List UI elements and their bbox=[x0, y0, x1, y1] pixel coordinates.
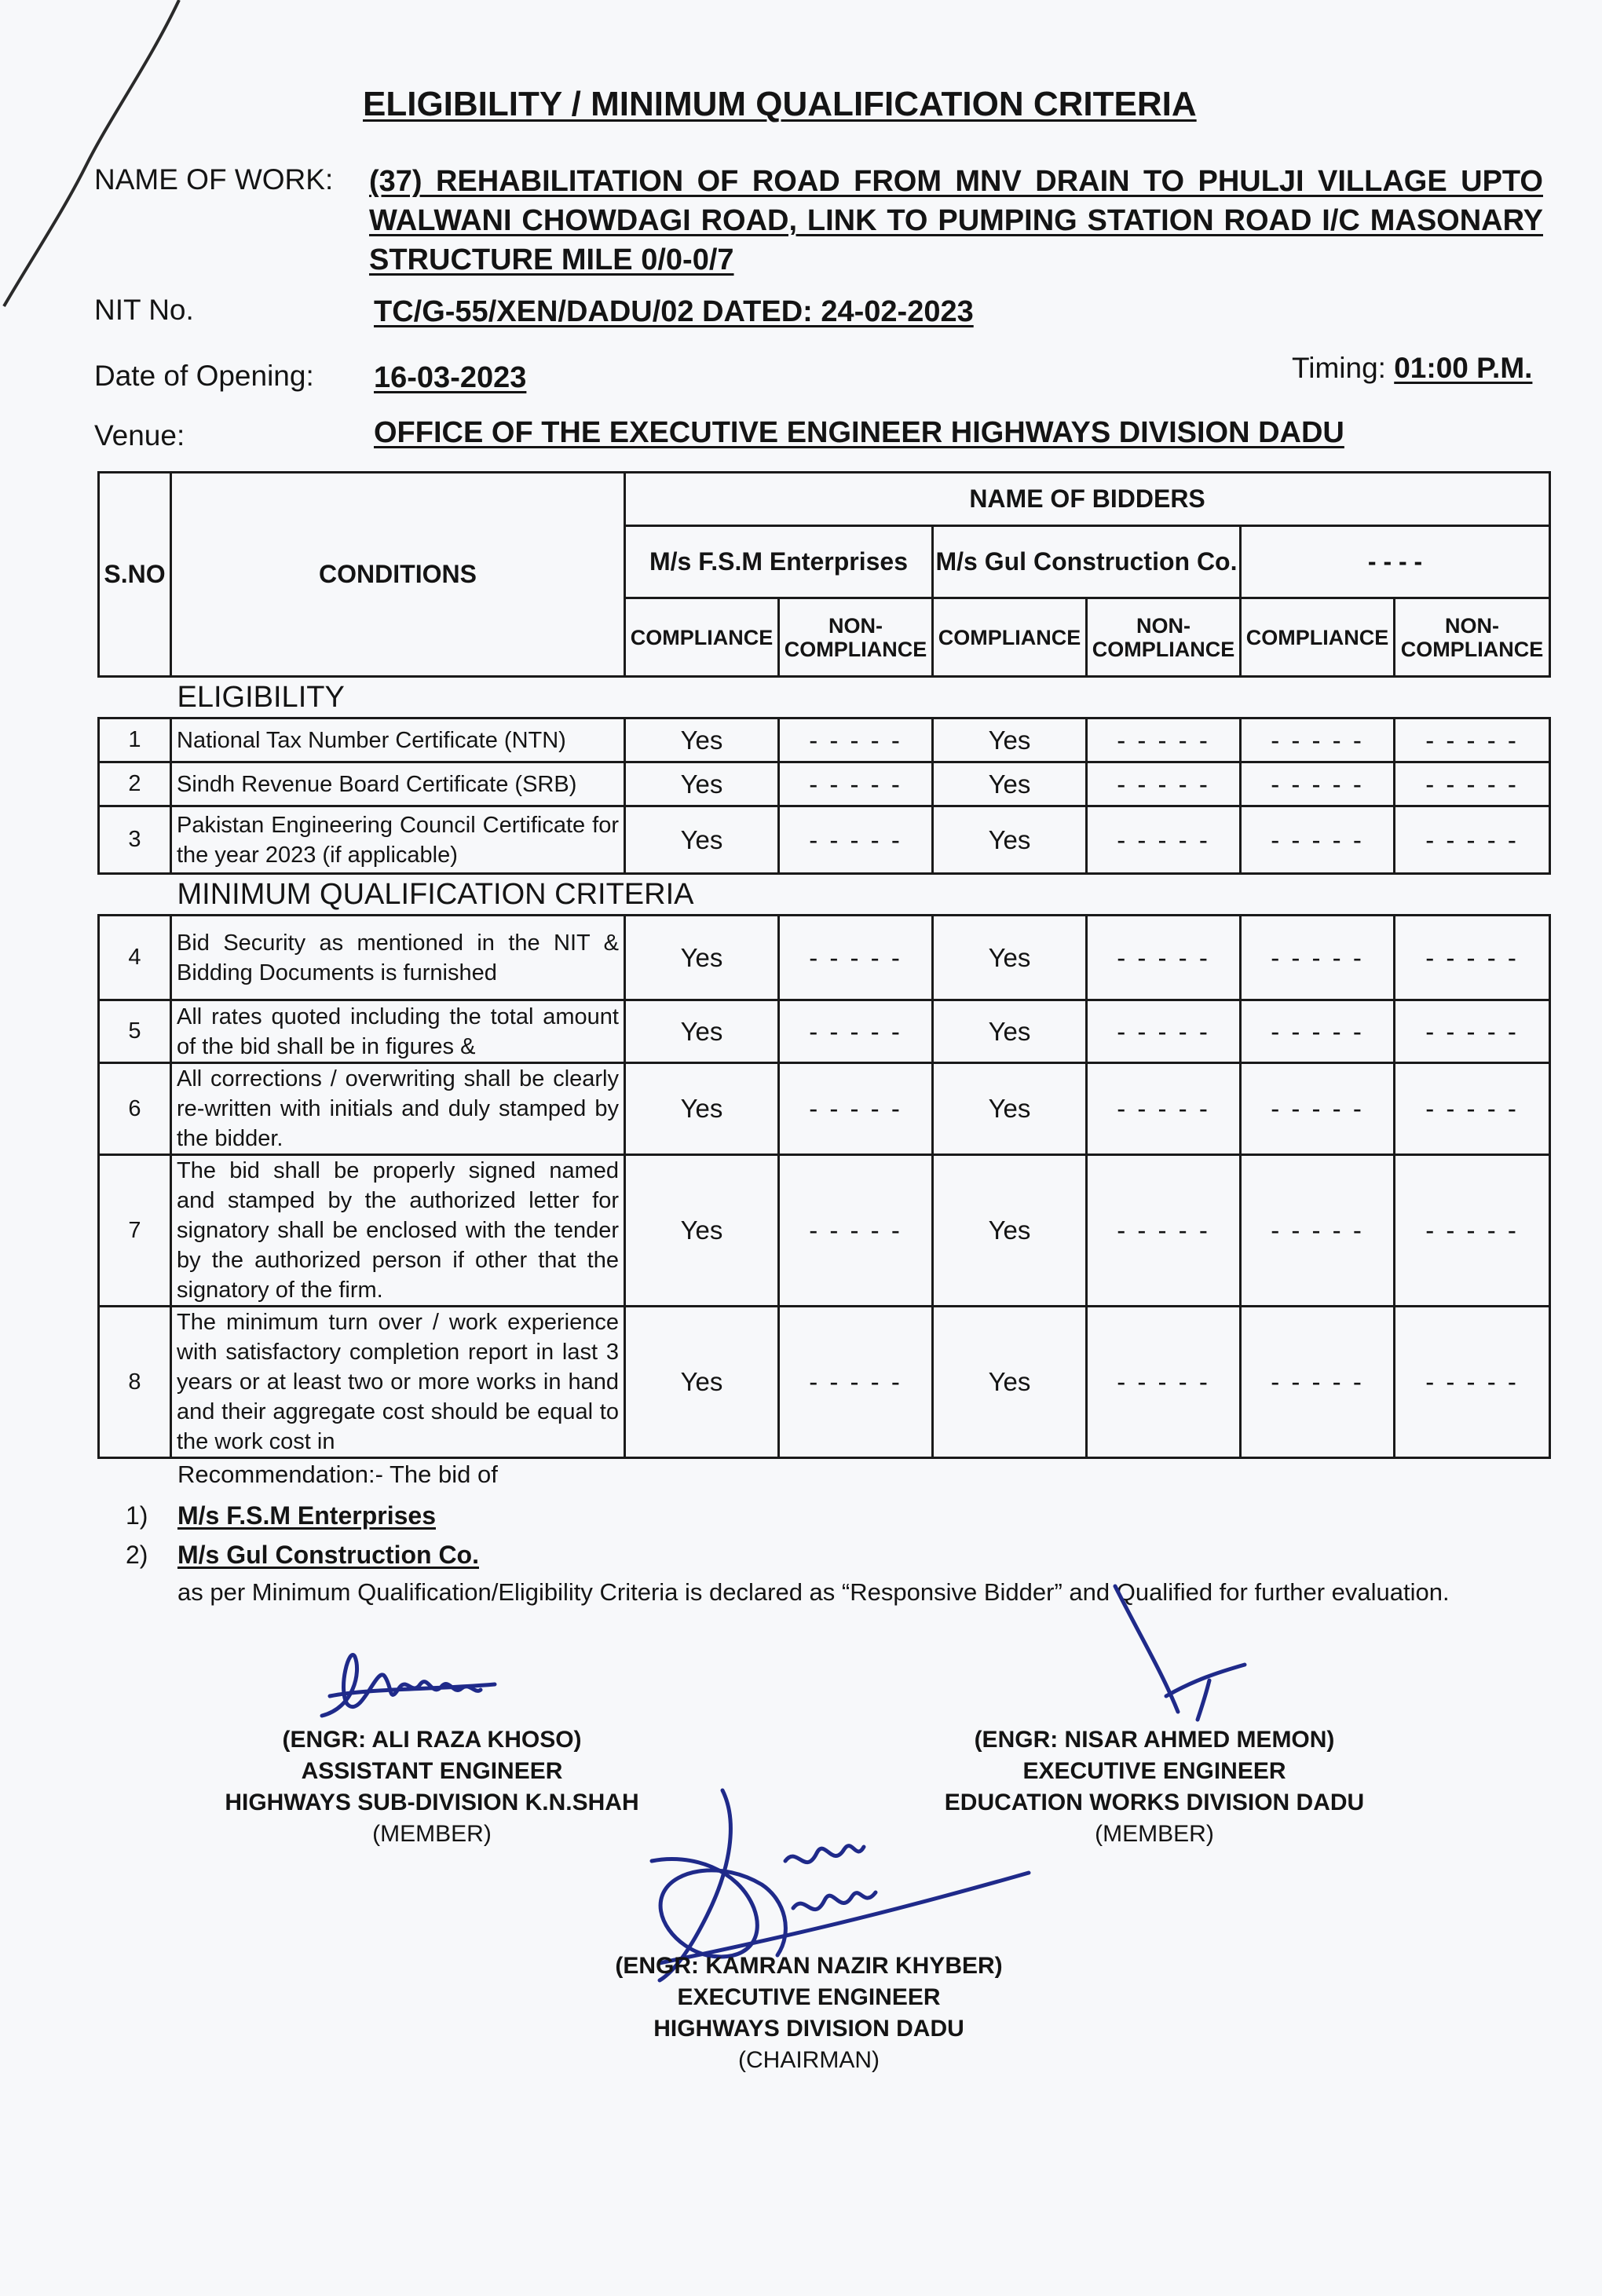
bidder-2-name: M/s Gul Construction Co. bbox=[933, 526, 1241, 598]
non-compliance-cell: - - - - - bbox=[779, 1063, 933, 1155]
non-compliance-header: NON- COMPLIANCE bbox=[779, 598, 933, 677]
compliance-header: COMPLIANCE bbox=[1241, 598, 1395, 677]
signatory-role: (MEMBER) bbox=[372, 1821, 492, 1847]
compliance-cell: - - - - - bbox=[1241, 1155, 1395, 1307]
venue-label: Venue: bbox=[94, 419, 185, 452]
non-compliance-cell: - - - - - bbox=[1395, 1000, 1550, 1063]
signature-left bbox=[306, 1641, 510, 1727]
non-compliance-cell: - - - - - bbox=[779, 1155, 933, 1307]
bidders-table bbox=[97, 471, 1551, 1459]
compliance-cell: Yes bbox=[625, 1000, 779, 1063]
timing-value: 01:00 P.M. bbox=[1394, 352, 1533, 384]
compliance-cell: - - - - - bbox=[1241, 1063, 1395, 1155]
table-row bbox=[99, 762, 1550, 806]
compliance-cell: Yes bbox=[933, 806, 1087, 874]
bidder-3-name: - - - - bbox=[1241, 526, 1550, 598]
non-compliance-cell: - - - - - bbox=[779, 762, 933, 806]
recommendation-heading: Recommendation:- The bid of bbox=[177, 1461, 498, 1488]
non-compliance-cell: - - - - - bbox=[1395, 1155, 1550, 1307]
row-number: 8 bbox=[99, 1307, 171, 1458]
recommended-bidder-2 bbox=[126, 1541, 479, 1570]
row-condition: The bid shall be properly signed named and stamped by the authorized letter for signatory shall be enclosed with the tender by the authorized person if other that the signatory of the firm. bbox=[171, 1155, 625, 1307]
compliance-cell: Yes bbox=[625, 762, 779, 806]
venue-value: OFFICE OF THE EXECUTIVE ENGINEER HIGHWAYS DIVISION DADU bbox=[374, 416, 1344, 449]
compliance-cell: Yes bbox=[933, 718, 1087, 762]
row-number: 3 bbox=[99, 806, 171, 874]
row-condition: Bid Security as mentioned in the NIT & Bidding Documents is furnished bbox=[171, 916, 625, 1000]
signatory-left bbox=[196, 1724, 668, 1850]
non-compliance-header: NON- COMPLIANCE bbox=[1087, 598, 1241, 677]
signatory-office: HIGHWAYS DIVISION DADU bbox=[653, 2016, 964, 2042]
conditions-header: CONDITIONS bbox=[171, 473, 625, 677]
recommended-bidder-number: 1) bbox=[126, 1501, 148, 1530]
row-number: 7 bbox=[99, 1155, 171, 1307]
non-compliance-cell: - - - - - bbox=[1395, 916, 1550, 1000]
signatory-name: (ENGR: ALI RAZA KHOSO) bbox=[282, 1727, 582, 1753]
recommended-bidder-number: 2) bbox=[126, 1541, 148, 1569]
compliance-cell: Yes bbox=[625, 916, 779, 1000]
declaration-text: as per Minimum Qualification/Eligibility Criteria is declared as “Responsive Bidder” and Qualified for further evaluation. bbox=[177, 1578, 1450, 1606]
non-compliance-cell: - - - - - bbox=[1087, 762, 1241, 806]
table-row bbox=[99, 1155, 1550, 1307]
work-label: NAME OF WORK: bbox=[94, 163, 334, 196]
compliance-cell: Yes bbox=[933, 1307, 1087, 1458]
table-row bbox=[99, 916, 1550, 1000]
row-condition: All rates quoted including the total amount of the bid shall be in figures & bbox=[171, 1000, 625, 1063]
signatory-title: EXECUTIVE ENGINEER bbox=[1022, 1758, 1286, 1784]
non-compliance-cell: - - - - - bbox=[779, 916, 933, 1000]
compliance-cell: - - - - - bbox=[1241, 806, 1395, 874]
table-row bbox=[99, 1063, 1550, 1155]
row-number: 4 bbox=[99, 916, 171, 1000]
compliance-cell: Yes bbox=[625, 718, 779, 762]
compliance-cell: Yes bbox=[625, 806, 779, 874]
row-number: 6 bbox=[99, 1063, 171, 1155]
section-minimum-qualification: MINIMUM QUALIFICATION CRITERIA bbox=[99, 874, 1550, 916]
signatory-right bbox=[911, 1724, 1398, 1850]
compliance-cell: Yes bbox=[625, 1307, 779, 1458]
row-number: 2 bbox=[99, 762, 171, 806]
non-compliance-cell: - - - - - bbox=[1087, 916, 1241, 1000]
non-compliance-cell: - - - - - bbox=[1087, 1063, 1241, 1155]
non-compliance-header: NON- COMPLIANCE bbox=[1395, 598, 1550, 677]
non-compliance-cell: - - - - - bbox=[1395, 718, 1550, 762]
non-compliance-cell: - - - - - bbox=[779, 1307, 933, 1458]
table-row bbox=[99, 806, 1550, 874]
nit-label: NIT No. bbox=[94, 294, 194, 326]
non-compliance-cell: - - - - - bbox=[1395, 1307, 1550, 1458]
signatory-office: HIGHWAYS SUB-DIVISION K.N.SHAH bbox=[225, 1790, 639, 1815]
nit-value: TC/G-55/XEN/DADU/02 DATED: 24-02-2023 bbox=[374, 295, 974, 328]
table-row bbox=[99, 718, 1550, 762]
signatory-title: EXECUTIVE ENGINEER bbox=[677, 1984, 941, 2010]
row-condition: National Tax Number Certificate (NTN) bbox=[171, 718, 625, 762]
compliance-cell: Yes bbox=[933, 762, 1087, 806]
compliance-cell: - - - - - bbox=[1241, 1000, 1395, 1063]
row-condition: The minimum turn over / work experience with satisfactory completion report in last 3 years or at least two or more works in hand and their aggregate cost should be equal to the work cost in bbox=[171, 1307, 625, 1458]
row-condition: Pakistan Engineering Council Certificate for the year 2023 (if applicable) bbox=[171, 806, 625, 874]
timing bbox=[1292, 352, 1532, 385]
bidders-header: NAME OF BIDDERS bbox=[625, 473, 1550, 526]
signatory-name: (ENGR: KAMRAN NAZIR KHYBER) bbox=[615, 1953, 1003, 1979]
compliance-cell: Yes bbox=[933, 916, 1087, 1000]
table-row bbox=[99, 1307, 1550, 1458]
signatory-role: (MEMBER) bbox=[1095, 1821, 1214, 1847]
non-compliance-cell: - - - - - bbox=[1087, 1307, 1241, 1458]
row-condition: All corrections / overwriting shall be clearly re-written with initials and duly stamped by the bidder. bbox=[171, 1063, 625, 1155]
non-compliance-cell: - - - - - bbox=[1087, 718, 1241, 762]
non-compliance-cell: - - - - - bbox=[1087, 1155, 1241, 1307]
signatory-role: (CHAIRMAN) bbox=[738, 2047, 880, 2073]
timing-label: Timing: bbox=[1292, 352, 1386, 384]
eligibility-rows bbox=[99, 718, 1550, 874]
signatory-title: ASSISTANT ENGINEER bbox=[301, 1758, 563, 1784]
compliance-cell: - - - - - bbox=[1241, 1307, 1395, 1458]
non-compliance-cell: - - - - - bbox=[779, 718, 933, 762]
recommended-bidder-name: M/s Gul Construction Co. bbox=[177, 1541, 479, 1569]
compliance-cell: - - - - - bbox=[1241, 916, 1395, 1000]
non-compliance-cell: - - - - - bbox=[1087, 1000, 1241, 1063]
signatory-office: EDUCATION WORKS DIVISION DADU bbox=[944, 1790, 1365, 1815]
recommended-bidder-name: M/s F.S.M Enterprises bbox=[177, 1501, 436, 1530]
compliance-cell: Yes bbox=[933, 1000, 1087, 1063]
compliance-cell: Yes bbox=[625, 1155, 779, 1307]
section-eligibility: ELIGIBILITY bbox=[99, 677, 1550, 718]
non-compliance-cell: - - - - - bbox=[1395, 806, 1550, 874]
compliance-header: COMPLIANCE bbox=[933, 598, 1087, 677]
sno-header: S.NO bbox=[99, 473, 171, 677]
non-compliance-cell: - - - - - bbox=[1087, 806, 1241, 874]
compliance-cell: Yes bbox=[933, 1063, 1087, 1155]
compliance-cell: - - - - - bbox=[1241, 762, 1395, 806]
bidder-1-name: M/s F.S.M Enterprises bbox=[625, 526, 933, 598]
signatory-name: (ENGR: NISAR AHMED MEMON) bbox=[974, 1727, 1335, 1753]
compliance-cell: Yes bbox=[933, 1155, 1087, 1307]
row-number: 1 bbox=[99, 718, 171, 762]
qualification-rows bbox=[99, 916, 1550, 1458]
non-compliance-cell: - - - - - bbox=[1395, 1063, 1550, 1155]
compliance-cell: - - - - - bbox=[1241, 718, 1395, 762]
work-value: (37) REHABILITATION OF ROAD FROM MNV DRAIN TO PHULJI VILLAGE UPTO WALWANI CHOWDAGI ROAD, LINK TO PUMPING STATION ROAD I/C MASONARY STRUCTURE MILE 0/0-0/7 bbox=[369, 165, 1543, 276]
signatory-chairman bbox=[565, 1951, 1052, 2076]
document-title: ELIGIBILITY / MINIMUM QUALIFICATION CRITERIA bbox=[363, 85, 1197, 123]
row-condition: Sindh Revenue Board Certificate (SRB) bbox=[171, 762, 625, 806]
non-compliance-cell: - - - - - bbox=[779, 806, 933, 874]
opening-date-label: Date of Opening: bbox=[94, 360, 314, 392]
recommended-bidder-1 bbox=[126, 1501, 436, 1530]
non-compliance-cell: - - - - - bbox=[779, 1000, 933, 1063]
table-row bbox=[99, 1000, 1550, 1063]
compliance-cell: Yes bbox=[625, 1063, 779, 1155]
non-compliance-cell: - - - - - bbox=[1395, 762, 1550, 806]
opening-date-value: 16-03-2023 bbox=[374, 361, 527, 394]
compliance-header: COMPLIANCE bbox=[625, 598, 779, 677]
row-number: 5 bbox=[99, 1000, 171, 1063]
